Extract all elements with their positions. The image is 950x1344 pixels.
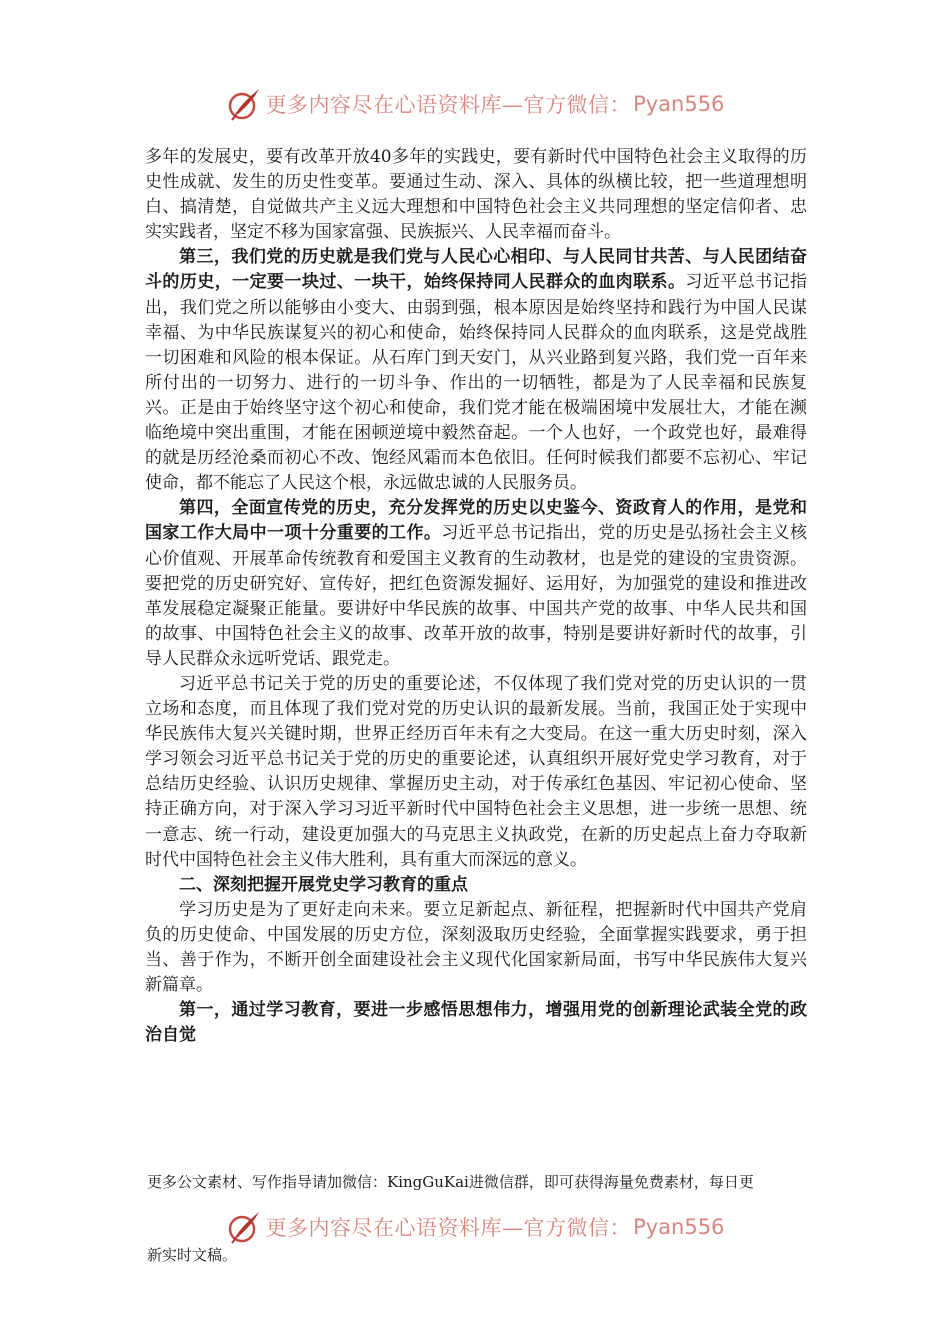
paragraph-text: 习近平总书记指出，我们党之所以能够由小变大、由弱到强，根本原因是始终坚持和践行为中国人民谋幸福、为中华民族谋复兴的初心和使命，始终保持同人民群众的血肉联系，这是党战胜一切困难和风险的根本保证。从石库门到天安门，从兴业路到复兴路，我们党一百年来所付出的一切努力、进行的一切斗争、作出的一切牺牲，都是为了人民幸福和民族复兴。正是由于始终坚守这个初心和使命，我们党才能在极端困境中发展壮大，才能在濒临绝境中突出重围，才能在困顿逆境中毅然奋起。一个人也好，一个政党也好，最难得的就是历经沧桑而初心不改、饱经风霜而本色依旧。任何时候我们都要不忘初心、牢记使命，都不能忘了人民这个根，永远做忠诚的人民服务员。 [145, 272, 808, 494]
section-heading: 二、深刻把握开展党史学习教育的重点 [179, 874, 468, 895]
footer-note-line1: 更多公文素材、写作指导请加微信：KingGuKai进微信群，即可获得海量免费素材，每日更 [147, 1173, 754, 1191]
banner-wechat-id: Pyan556 [633, 92, 725, 116]
paragraph-3 [145, 496, 807, 672]
paragraph-text: 习近平总书记关于党的历史的重要论述，不仅体现了我们党对党的历史认识的一贯立场和态度，而且体现了我们党对党的历史认识的最新发展。当前，我国正处于实现中华民族伟大复兴关键时期，世界正经历百年未有之大变局。在这一重大历史时刻，深入学习领会习近平总书记关于党的历史的重要论述，认真组织开展好党史学习教育，对于总结历史经验、认识历史规律、掌握历史主动，对于传承红色基因、牢记初心使命、坚持正确方向，对于深入学习习近平新时代中国特色社会主义思想，进一步统一思想、统一意志、统一行动，建设更加强大的马克思主义执政党，在新的历史起点上奋力夺取新时代中国特色社会主义伟大胜利，具有重大而深远的意义。 [145, 673, 807, 870]
paragraph-4 [145, 672, 807, 873]
header-banner [0, 86, 950, 122]
paragraph-1 [145, 145, 807, 245]
paragraph-bold-lead: 第三，我们党的历史就是我们党与人民心心相印、与人民同甘共苦、与人民团结奋斗的历史，一定要一块过、一块干，始终保持同人民群众的血肉联系。 [145, 247, 807, 293]
footer-note-line2: 新实时文稿。 [147, 1246, 238, 1264]
quill-pen-logo-icon [226, 86, 262, 122]
document-body [145, 145, 807, 1048]
banner-text: 更多内容尽在心语资料库—官方微信： [265, 1216, 632, 1240]
paragraph-5 [145, 898, 807, 998]
paragraph-2 [145, 245, 807, 496]
paragraph-text: 习近平总书记指出，党的历史是弘扬社会主义核心价值观、开展革命传统教育和爱国主义教育的生动教材，也是党的建设的宝贵资源。要把党的历史研究好、宣传好，把红色资源发掘好、运用好，为加强党的建设和推进改革发展稳定凝聚正能量。要讲好中华民族的故事、中国共产党的故事、中华人民共和国的故事、中国特色社会主义的故事、改革开放的故事，特别是要讲好新时代的故事，引导人民群众永远听党话、跟党走。 [145, 523, 808, 669]
banner-wechat-id: Pyan556 [633, 1215, 725, 1239]
quill-pen-logo-icon [226, 1209, 262, 1245]
banner-text: 更多内容尽在心语资料库—官方微信： [265, 93, 632, 117]
paragraph-text: 学习历史是为了更好走向未来。要立足新起点、新征程，把握新时代中国共产党肩负的历史使命、中国发展的历史方位，深刻汲取历史经验，全面掌握实践要求，勇于担当、善于作为，不断开创全面建设社会主义现代化国家新局面，书写中华民族伟大复兴新篇章。 [145, 899, 807, 996]
paragraph-bold-lead: 第四，全面宣传党的历史，充分发挥党的历史以史鉴今、资政育人的作用，是党和国家工作大局中一项十分重要的工作。 [145, 498, 807, 544]
subsection-heading: 第一，通过学习教育，要进一步感悟思想伟力，增强用党的创新理论武装全党的政治自觉 [145, 1000, 807, 1046]
footer-banner [0, 1209, 950, 1245]
paragraph-text: 多年的发展史，要有改革开放40多年的实践史，要有新时代中国特色社会主义取得的历史性成就、发生的历史性变革。要通过生动、深入、具体的纵横比较，把一些道理想明白、搞清楚，自觉做共产主义远大理想和中国特色社会主义共同理想的坚定信仰者、忠实实践者，坚定不移为国家富强、民族振兴、人民幸福而奋斗。 [145, 147, 807, 243]
